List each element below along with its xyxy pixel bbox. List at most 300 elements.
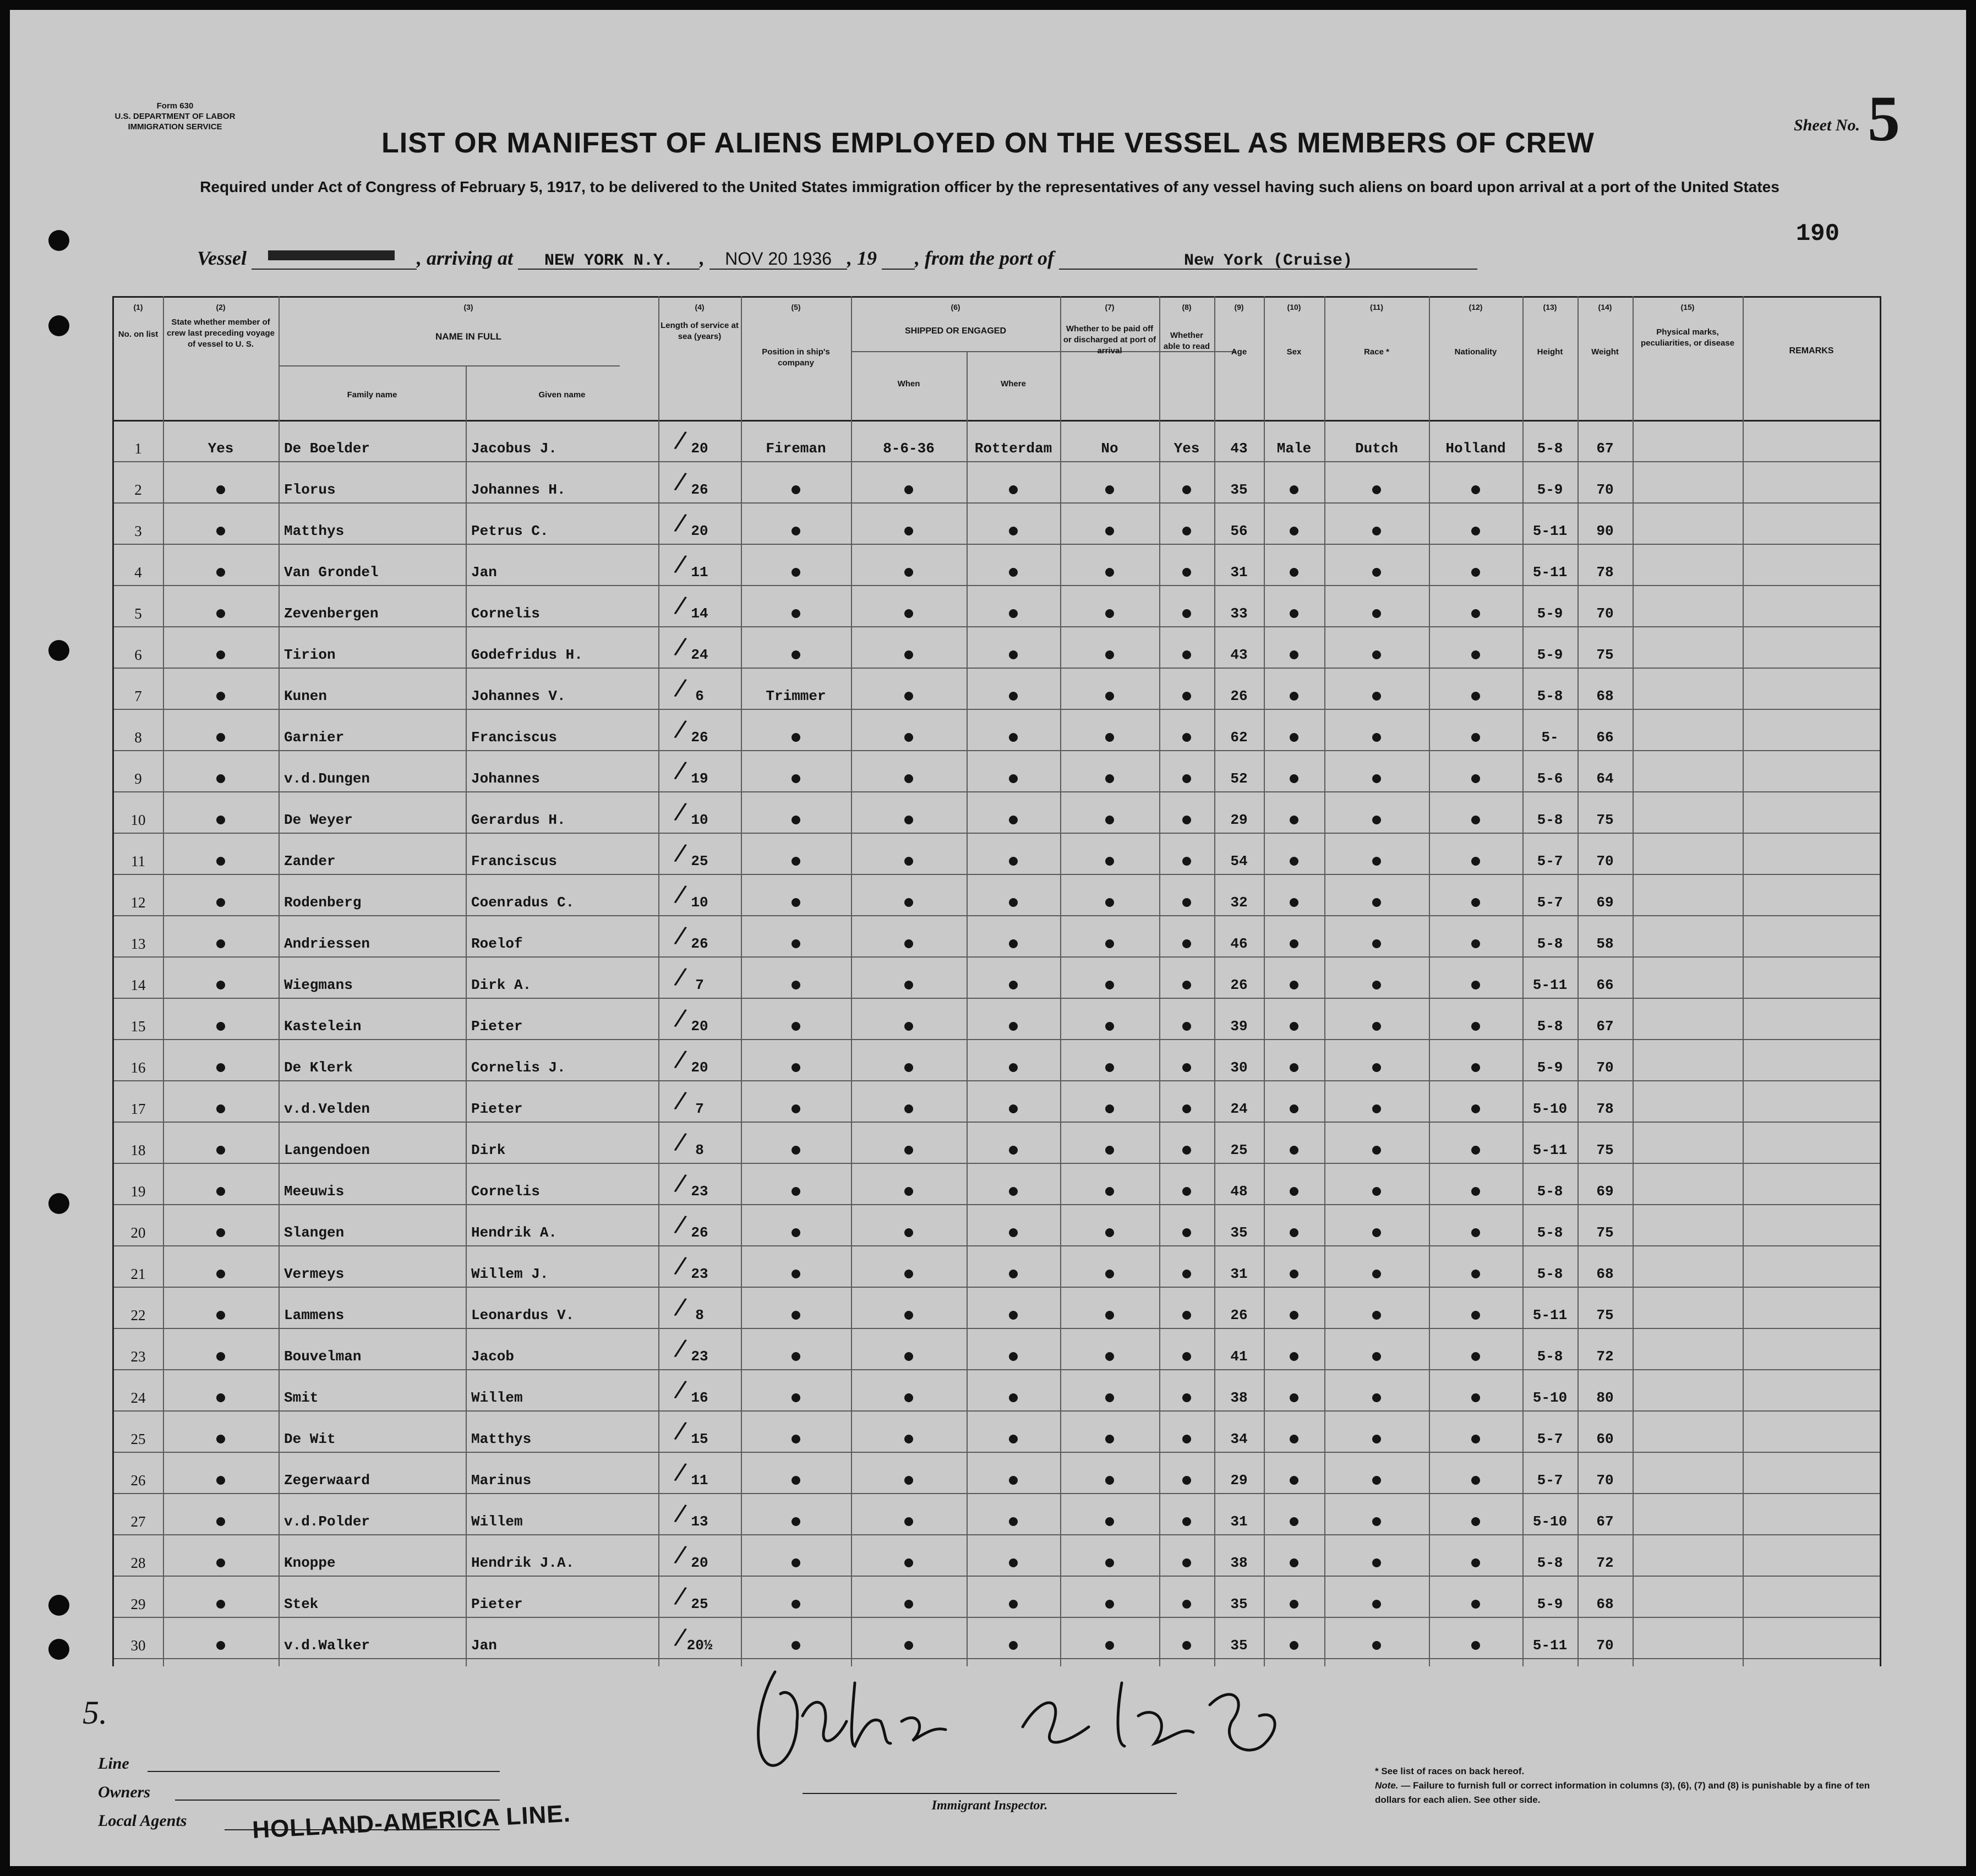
service-years: 24 (691, 647, 708, 663)
ditto-mark (1182, 1104, 1191, 1113)
column-number: (8) (1182, 303, 1192, 311)
header-length-service: Length of service at sea (years) (661, 321, 739, 341)
ditto-mark (216, 1311, 225, 1320)
family-name: Vermeys (284, 1266, 345, 1282)
header-age: Age (1231, 347, 1247, 357)
ditto-mark (1372, 650, 1381, 659)
age: 54 (1230, 853, 1248, 869)
header-name-in-full: NAME IN FULL (435, 331, 501, 342)
ditto-mark (216, 1558, 225, 1567)
ditto-mark (1372, 816, 1381, 824)
immigrant-inspector-label: Immigrant Inspector. (803, 1793, 1177, 1813)
ditto-mark (1372, 1435, 1381, 1443)
row-number: 26 (130, 1472, 146, 1489)
age: 56 (1230, 523, 1248, 539)
from-port-label: , from the port of (915, 247, 1055, 269)
ditto-mark (1372, 981, 1381, 989)
ditto-mark (1105, 733, 1114, 742)
height: 5-8 (1537, 936, 1563, 952)
ditto-mark (1471, 1104, 1480, 1113)
service-years: 26 (691, 729, 708, 746)
ditto-mark (1290, 1435, 1298, 1443)
ditto-mark (1372, 1063, 1381, 1072)
service-years: 16 (691, 1390, 708, 1406)
ditto-mark (1471, 816, 1480, 824)
ditto-mark (216, 527, 225, 535)
ditto-mark (216, 857, 225, 866)
given-name: Willem J. (471, 1266, 549, 1282)
given-name: Franciscus (471, 853, 558, 869)
ditto-mark (216, 1146, 225, 1155)
column-number: (2) (216, 303, 226, 311)
ditto-mark (1105, 981, 1114, 989)
service-tick: / (673, 1043, 689, 1076)
ditto-mark (1182, 1558, 1191, 1567)
ditto-mark (1471, 774, 1480, 783)
header-nationality: Nationality (1454, 347, 1497, 357)
ditto-mark (1009, 1641, 1018, 1650)
first-row-nationality: Holland (1445, 440, 1506, 457)
ditto-mark (904, 650, 913, 659)
height: 5- (1541, 729, 1559, 746)
ditto-mark (1009, 1393, 1018, 1402)
ditto-mark (1009, 692, 1018, 701)
margin-mark: 5. (83, 1694, 107, 1731)
ditto-mark (1290, 939, 1298, 948)
ditto-mark (792, 1641, 800, 1650)
row-number: 10 (130, 812, 146, 828)
row-number: 2 (134, 482, 142, 498)
ditto-mark (792, 1063, 800, 1072)
ditto-mark (904, 816, 913, 824)
service-tick: / (673, 424, 689, 457)
family-name: Zander (284, 853, 336, 869)
service-tick: / (673, 507, 689, 539)
given-name: Gerardus H. (471, 812, 566, 828)
header-when: When (897, 379, 920, 389)
ditto-mark (1290, 650, 1298, 659)
family-name: De Boelder (284, 440, 370, 457)
age: 34 (1230, 1431, 1248, 1447)
ditto-mark (792, 1600, 800, 1609)
service-years: 6 (695, 688, 704, 704)
ditto-mark (1182, 650, 1191, 659)
ditto-mark (1372, 939, 1381, 948)
ditto-mark (1471, 1146, 1480, 1155)
ditto-mark (1009, 1187, 1018, 1196)
ditto-mark (1471, 981, 1480, 989)
row-number: 15 (130, 1018, 146, 1035)
ditto-mark (1372, 527, 1381, 535)
ditto-mark (792, 939, 800, 948)
ditto-mark (1290, 1187, 1298, 1196)
ditto-mark (216, 609, 225, 618)
ditto-mark (1182, 485, 1191, 494)
height: 5-9 (1537, 605, 1563, 622)
given-name: Pieter (471, 1018, 523, 1035)
age: 39 (1230, 1018, 1248, 1035)
ditto-mark (792, 774, 800, 783)
ditto-mark (1471, 1063, 1480, 1072)
family-name: Rodenberg (284, 894, 362, 911)
family-name: Zegerwaard (284, 1472, 370, 1489)
weight: 64 (1596, 770, 1614, 787)
ditto-mark (1290, 609, 1298, 618)
ditto-mark (1290, 1641, 1298, 1650)
ditto-mark (1182, 1517, 1191, 1526)
ditto-mark (1105, 485, 1114, 494)
given-name: Willem (471, 1390, 523, 1406)
ditto-mark (1290, 733, 1298, 742)
ditto-mark (1471, 1352, 1480, 1361)
ditto-mark (1105, 774, 1114, 783)
service-years: 23 (691, 1348, 708, 1365)
ditto-mark (792, 857, 800, 866)
ditto-mark (1009, 857, 1018, 866)
family-name: Bouvelman (284, 1348, 362, 1365)
ditto-mark (1105, 816, 1114, 824)
given-name: Petrus C. (471, 523, 549, 539)
age: 35 (1230, 482, 1248, 498)
service-years: 23 (691, 1183, 708, 1200)
column-number: (11) (1369, 303, 1384, 311)
service-tick: / (673, 713, 689, 746)
ditto-mark (904, 1352, 913, 1361)
punch-hole (48, 1595, 69, 1616)
service-years: 20½ (686, 1637, 713, 1654)
form-number: Form 630 (156, 101, 194, 111)
row-number: 4 (134, 564, 142, 581)
service-years: 20 (691, 1018, 708, 1035)
family-name: v.d.Dungen (284, 770, 370, 787)
column-number: (7) (1105, 303, 1115, 311)
ditto-mark (1182, 568, 1191, 577)
ditto-mark (904, 1558, 913, 1567)
ditto-mark (1372, 1187, 1381, 1196)
row-number: 7 (134, 688, 142, 704)
ditto-mark (1372, 1022, 1381, 1031)
first-row-read: Yes (1173, 440, 1200, 457)
note-label: Note. (1375, 1780, 1399, 1791)
ditto-mark (904, 1228, 913, 1237)
given-name: Cornelis J. (471, 1059, 566, 1076)
column-number: (1) (133, 303, 143, 311)
ditto-mark (1105, 1352, 1114, 1361)
ditto-mark (1105, 1187, 1114, 1196)
service-years: 20 (691, 1059, 708, 1076)
header-sex: Sex (1286, 347, 1302, 357)
ditto-mark (792, 1311, 800, 1320)
ditto-mark (1290, 1558, 1298, 1567)
service-years: 26 (691, 936, 708, 952)
height: 5-8 (1537, 1224, 1563, 1241)
ditto-mark (1471, 1600, 1480, 1609)
ditto-mark (1290, 1476, 1298, 1485)
given-name: Johannes H. (471, 482, 566, 498)
ditto-mark (1182, 1063, 1191, 1072)
ditto-mark (1372, 1517, 1381, 1526)
ditto-mark (1009, 650, 1018, 659)
ditto-mark (1471, 1641, 1480, 1650)
ditto-mark (1105, 1228, 1114, 1237)
service-tick: / (673, 1497, 689, 1530)
family-name: Stek (284, 1596, 319, 1612)
ditto-mark (216, 816, 225, 824)
ditto-mark (904, 1104, 913, 1113)
sheet-number: 5 (1868, 83, 1900, 155)
header-no-on-list: No. on list (118, 330, 159, 339)
ditto-mark (1471, 1187, 1480, 1196)
punch-hole (48, 1639, 69, 1660)
weight: 70 (1596, 1059, 1614, 1076)
row-number: 25 (130, 1431, 146, 1447)
local-agents-label: Local Agents (98, 1812, 187, 1830)
service-tick: / (673, 589, 689, 622)
row-number: 22 (130, 1307, 146, 1323)
family-name: Tirion (284, 647, 336, 663)
height: 5-9 (1537, 1059, 1563, 1076)
age: 26 (1230, 977, 1248, 993)
service-tick: / (673, 1332, 689, 1365)
ditto-mark (1182, 1270, 1191, 1278)
ditto-mark (1471, 692, 1480, 701)
ditto-mark (904, 1311, 913, 1320)
ditto-mark (1105, 1146, 1114, 1155)
ditto-mark (1372, 568, 1381, 577)
family-name: v.d.Velden (284, 1101, 370, 1117)
given-name: Marinus (471, 1472, 532, 1489)
service-tick: / (673, 796, 689, 828)
row-number: 23 (130, 1348, 146, 1365)
ditto-mark (1290, 1022, 1298, 1031)
ditto-mark (792, 1435, 800, 1443)
ditto-mark (1182, 981, 1191, 989)
ditto-mark (904, 981, 913, 989)
ditto-mark (1372, 1476, 1381, 1485)
ditto-mark (216, 1022, 225, 1031)
weight: 70 (1596, 605, 1614, 622)
ditto-mark (1182, 1022, 1191, 1031)
ditto-mark (1009, 527, 1018, 535)
given-name: Franciscus (471, 729, 558, 746)
age: 62 (1230, 729, 1248, 746)
manifest-table (113, 296, 1880, 1666)
height: 5-11 (1532, 564, 1568, 581)
ditto-mark (1290, 1311, 1298, 1320)
weight: 67 (1596, 1513, 1614, 1530)
column-number: (12) (1469, 303, 1483, 311)
first-row-position: Fireman (766, 440, 826, 457)
header-family-name: Family name (347, 390, 397, 400)
ditto-mark (792, 816, 800, 824)
ditto-mark (1290, 1063, 1298, 1072)
service-tick: / (673, 548, 689, 581)
service-years: 8 (695, 1142, 704, 1158)
ditto-mark (1009, 981, 1018, 989)
weight: 70 (1596, 1637, 1614, 1654)
height: 5-8 (1537, 812, 1563, 828)
races-note: * See list of races on back hereof. (1375, 1766, 1525, 1776)
height: 5-11 (1532, 1307, 1568, 1323)
year-field (882, 247, 915, 270)
ditto-mark (216, 650, 225, 659)
service-name: IMMIGRATION SERVICE (128, 122, 222, 132)
ditto-mark (1182, 1476, 1191, 1485)
ditto-mark (792, 1146, 800, 1155)
weight: 90 (1596, 523, 1614, 539)
family-name: Slangen (284, 1224, 345, 1241)
voyage-line: Vessel , arriving at NEW YORK N.Y. , NOV 20 1936 , 19 , from the port of New York (Cruise) (197, 247, 1477, 270)
family-name: De Wit (284, 1431, 336, 1447)
weight: 66 (1596, 729, 1614, 746)
ditto-mark (1471, 1435, 1480, 1443)
height: 5-11 (1532, 977, 1568, 993)
given-name: Godefridus H. (471, 647, 583, 663)
age: 43 (1230, 440, 1248, 457)
given-name: Johannes (471, 770, 540, 787)
ditto-mark (1105, 1270, 1114, 1278)
ditto-mark (1105, 1063, 1114, 1072)
ditto-mark (792, 1022, 800, 1031)
ditto-mark (1009, 939, 1018, 948)
family-name: De Weyer (284, 812, 353, 828)
header-where: Where (1001, 379, 1026, 389)
ditto-mark (1290, 1352, 1298, 1361)
service-years: 26 (691, 1224, 708, 1241)
row-number: 30 (130, 1637, 146, 1654)
signature (736, 1650, 1320, 1776)
ditto-mark (1471, 1022, 1480, 1031)
weight: 67 (1596, 440, 1614, 457)
first-row-when: 8-6-36 (883, 440, 935, 457)
column-number: (3) (463, 303, 473, 311)
column-number: (9) (1234, 303, 1244, 311)
given-name: Willem (471, 1513, 523, 1530)
ditto-mark (1372, 1228, 1381, 1237)
weight: 68 (1596, 688, 1614, 704)
service-years: 20 (691, 440, 708, 457)
weight: 67 (1596, 1018, 1614, 1035)
height: 5-7 (1537, 1472, 1563, 1489)
ditto-mark (1290, 527, 1298, 535)
service-tick: / (673, 961, 689, 993)
given-name: Coenradus C. (471, 894, 575, 911)
age: 26 (1230, 1307, 1248, 1323)
service-tick: / (673, 1126, 689, 1158)
header-state-member: State whether member of crew last preceding voyage of vessel to U. S. (167, 318, 275, 349)
weight: 68 (1596, 1266, 1614, 1282)
ditto-mark (216, 1063, 225, 1072)
ditto-mark (792, 609, 800, 618)
ditto-mark (216, 1270, 225, 1278)
ditto-mark (1290, 857, 1298, 866)
given-name: Jan (471, 1637, 497, 1654)
ditto-mark (1009, 898, 1018, 907)
family-name: Wiegmans (284, 977, 353, 993)
age: 35 (1230, 1224, 1248, 1241)
family-name: v.d.Walker (284, 1637, 370, 1654)
ditto-mark (792, 650, 800, 659)
ditto-mark (1182, 1311, 1191, 1320)
row-number: 19 (130, 1183, 146, 1200)
service-tick: / (673, 672, 689, 704)
ditto-mark (1009, 1311, 1018, 1320)
family-name: Florus (284, 482, 336, 498)
penalty-note: — Failure to furnish full or correct information in columns (3), (6), (7) and (8) is punishable by a fine of ten dollars for each alien. See other side. (1375, 1780, 1870, 1805)
ditto-mark (1009, 485, 1018, 494)
manifest-sheet (10, 10, 1966, 1866)
ditto-mark (216, 733, 225, 742)
ditto-mark (216, 774, 225, 783)
ditto-mark (1471, 568, 1480, 577)
header-physical: Physical marks, peculiarities, or disease (1640, 327, 1735, 348)
service-years: 15 (691, 1431, 708, 1447)
service-years: 11 (691, 564, 708, 581)
weight: 68 (1596, 1596, 1614, 1612)
height: 5-7 (1537, 1431, 1563, 1447)
weight: 66 (1596, 977, 1614, 993)
height: 5-11 (1532, 523, 1568, 539)
ditto-mark (904, 609, 913, 618)
service-years: 23 (691, 1266, 708, 1282)
holland-america-stamp: HOLLAND-AMERICA LINE. (252, 1800, 571, 1844)
service-tick: / (673, 1085, 689, 1117)
family-name: Knoppe (284, 1555, 336, 1571)
given-name: Hendrik J.A. (471, 1555, 575, 1571)
ditto-mark (792, 1352, 800, 1361)
service-tick: / (673, 1621, 689, 1654)
ditto-mark (1009, 1476, 1018, 1485)
family-name: Matthys (284, 523, 345, 539)
row-number: 28 (130, 1555, 146, 1571)
age: 52 (1230, 770, 1248, 787)
ditto-mark (1182, 527, 1191, 535)
ditto-mark (792, 733, 800, 742)
arriving-port-field (518, 247, 700, 270)
row-position: Trimmer (766, 688, 826, 704)
ditto-mark (904, 733, 913, 742)
ditto-mark (1009, 609, 1018, 618)
family-name: Van Grondel (284, 564, 379, 581)
ditto-mark (1182, 1600, 1191, 1609)
ditto-mark (1105, 1393, 1114, 1402)
ditto-mark (1009, 1270, 1018, 1278)
height: 5-11 (1532, 1142, 1568, 1158)
ditto-mark (1182, 1187, 1191, 1196)
ditto-mark (1105, 1558, 1114, 1567)
weight: 75 (1596, 812, 1614, 828)
weight: 70 (1596, 1472, 1614, 1489)
given-name: Jacob (471, 1348, 515, 1365)
service-tick: / (673, 1167, 689, 1200)
given-name: Pieter (471, 1101, 523, 1117)
ditto-mark (1290, 1228, 1298, 1237)
from-port: New York (Cruise) (1184, 251, 1353, 270)
ditto-mark (1009, 1104, 1018, 1113)
service-tick: / (673, 1374, 689, 1406)
ditto-mark (1105, 939, 1114, 948)
ditto-mark (904, 485, 913, 494)
ditto-mark (792, 1517, 800, 1526)
header-shipped-engaged: SHIPPED OR ENGAGED (904, 326, 1007, 336)
ditto-mark (1372, 1600, 1381, 1609)
column-number: (13) (1543, 303, 1557, 311)
ditto-mark (904, 1600, 913, 1609)
given-name: Dirk (471, 1142, 506, 1158)
header-position: Position in ship's company (762, 347, 830, 368)
service-years: 8 (695, 1307, 704, 1323)
row-number: 13 (130, 936, 146, 952)
